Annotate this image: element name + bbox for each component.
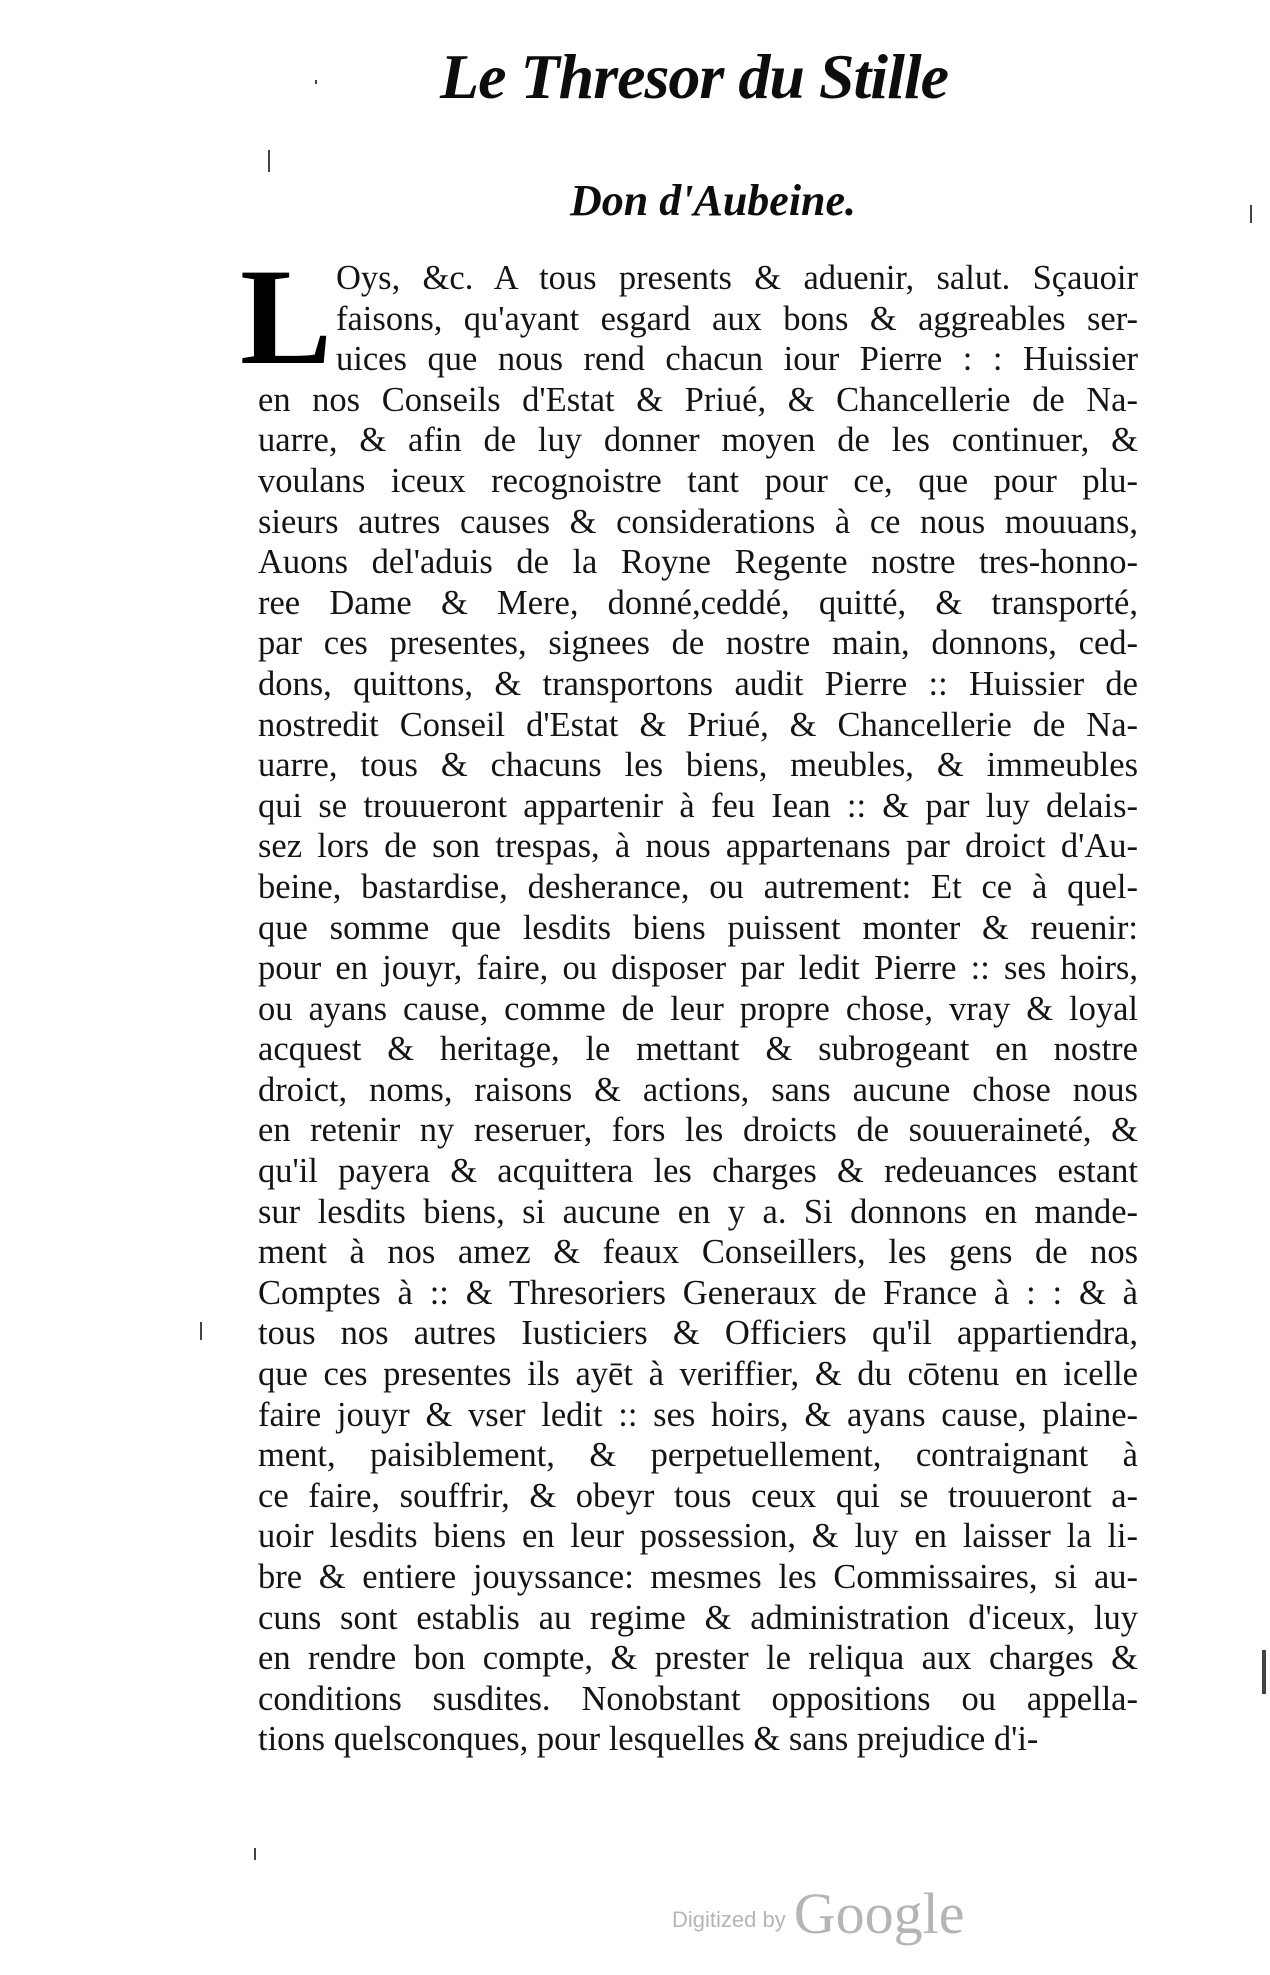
text-line: que somme que lesdits biens puissent monter & reuenir: bbox=[258, 908, 1138, 947]
text-line: ment à nos amez & feaux Conseillers, les gens de nos bbox=[258, 1233, 1138, 1272]
text-line: en rendre bon compte, & prester le reliqua aux charges & bbox=[258, 1639, 1138, 1678]
text-line: beine, bastardise, desherance, ou autrement: Et ce à quel- bbox=[258, 867, 1138, 906]
text-line: bre & entiere jouyssance: mesmes les Commissaires, si au- bbox=[258, 1558, 1138, 1596]
text-line: uoir lesdits biens en leur possession, & luy en laisser la li- bbox=[258, 1517, 1138, 1556]
text-line: uices que nous rend chacun iour Pierre : : Huissier bbox=[336, 340, 1138, 379]
text-line: par ces presentes, signees de nostre main, donnons, ced- bbox=[258, 624, 1138, 663]
text-line: en retenir ny reseruer, fors les droicts de souueraineté, & bbox=[258, 1111, 1138, 1150]
section-title: Don d'Aubeine. bbox=[570, 176, 857, 225]
ink-speck bbox=[315, 80, 317, 84]
text-line: ment, paisiblement, & perpetuellement, contraignant à bbox=[258, 1436, 1138, 1475]
text-line: que ces presentes ils ayēt à veriffier, & du cōtenu en icelle bbox=[258, 1355, 1138, 1394]
text-line: sieurs autres causes & considerations à ce nous mouuans, bbox=[258, 502, 1138, 541]
ink-speck bbox=[200, 1322, 202, 1340]
text-line: en nos Conseils d'Estat & Priué, & Chancellerie de Na- bbox=[258, 380, 1138, 419]
text-line: nostredit Conseil d'Estat & Priué, & Chancellerie de Na- bbox=[258, 705, 1138, 744]
ink-speck bbox=[1250, 205, 1252, 223]
text-line: tions quelsconques, pour lesquelles & sans prejudice d'i- bbox=[258, 1720, 1039, 1759]
text-line: ce faire, souffrir, & obeyr tous ceux qui se trouueront a- bbox=[258, 1476, 1138, 1515]
text-line: ree Dame & Mere, donné,ceddé, quitté, & transporté, bbox=[258, 583, 1138, 622]
watermark-prefix: Digitized by bbox=[672, 1907, 786, 1932]
text-line: Comptes à :: & Thresoriers Generaux de France à : : & à bbox=[258, 1273, 1138, 1312]
text-line: droict, noms, raisons & actions, sans aucune chose nous bbox=[258, 1070, 1138, 1109]
text-line: sez lors de son trespas, à nous appartenans par droict d'Au- bbox=[258, 827, 1138, 866]
text-line: conditions susdites. Nonobstant oppositions ou appella- bbox=[258, 1679, 1138, 1718]
ink-speck bbox=[254, 1848, 256, 1860]
text-line: uarre, & afin de luy donner moyen de les continuer, & bbox=[258, 421, 1138, 460]
text-line: tous nos autres Iusticiers & Officiers qu'il appartiendra, bbox=[258, 1314, 1138, 1353]
text-line: voulans iceux recognoistre tant pour ce, que pour plu- bbox=[258, 461, 1138, 500]
text-line: dons, quittons, & transportons audit Pierre :: Huissier de bbox=[258, 664, 1138, 703]
text-line: Oys, &c. A tous presents & aduenir, salut. Sçauoir bbox=[336, 259, 1138, 297]
ink-speck bbox=[1262, 1650, 1266, 1694]
text-line: Auons del'aduis de la Royne Regente nostre tres-honno- bbox=[258, 543, 1138, 582]
text-line: faire jouyr & vser ledit :: ses hoirs, & ayans cause, plaine- bbox=[258, 1395, 1138, 1434]
text-line: cuns sont establis au regime & administration d'iceux, luy bbox=[258, 1598, 1138, 1637]
body-text bbox=[240, 240, 1138, 1760]
digitized-watermark bbox=[672, 1880, 964, 1947]
text-line: acquest & heritage, le mettant & subrogeant en nostre bbox=[258, 1030, 1138, 1069]
google-logo: Google bbox=[793, 1881, 965, 1946]
drop-cap-initial: L bbox=[240, 240, 333, 393]
text-line: sur lesdits biens, si aucune en y a. Si donnons en mande- bbox=[258, 1192, 1138, 1231]
text-line: faisons, qu'ayant esgard aux bons & aggreables ser- bbox=[336, 299, 1138, 338]
text-line: ou ayans cause, comme de leur propre chose, vray & loyal bbox=[258, 989, 1138, 1028]
ink-speck bbox=[268, 150, 270, 172]
text-line: uarre, tous & chacuns les biens, meubles, & immeubles bbox=[258, 746, 1138, 785]
running-head: Le Thresor du Stille bbox=[440, 41, 949, 112]
text-lines bbox=[258, 258, 1138, 1760]
text-line: pour en jouyr, faire, ou disposer par ledit Pierre :: ses hoirs, bbox=[258, 949, 1138, 988]
text-line: qui se trouueront appartenir à feu Iean :: & par luy delais- bbox=[258, 786, 1138, 825]
text-line: qu'il payera & acquittera les charges & redeuances estant bbox=[258, 1152, 1138, 1191]
